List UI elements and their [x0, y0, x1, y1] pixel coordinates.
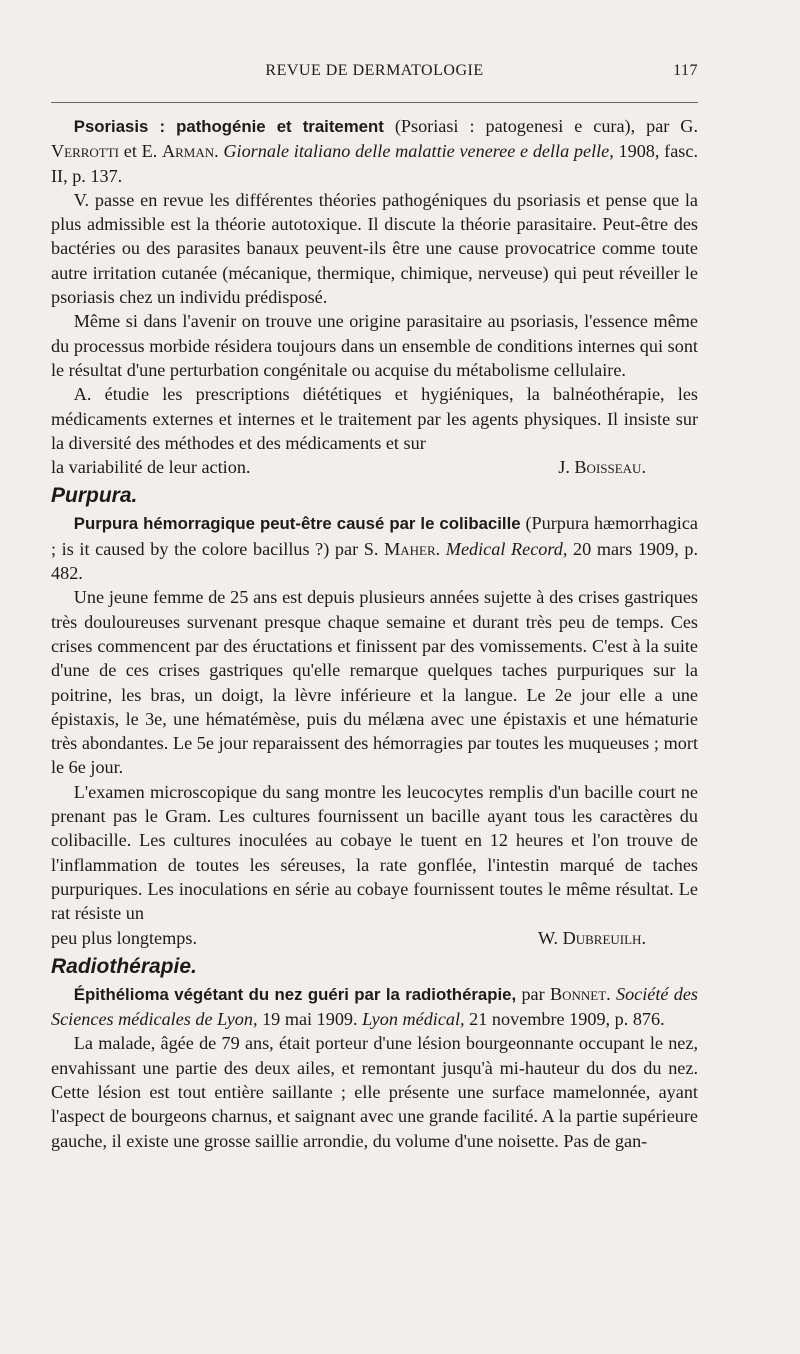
psoriasis-reference	[51, 114, 698, 188]
author-verrotti: Verrotti	[51, 141, 120, 162]
psoriasis-paragraph-3: A. étudie les prescriptions diététiques et hygiéniques, la balnéothérapie, les médicaments externes et internes et le traitement par les agents physiques. Il insiste sur la diversité des méthodes et des médicaments et sur	[51, 384, 698, 453]
purpura-sign-line	[51, 926, 698, 950]
document-page	[51, 58, 698, 1153]
purpura-ref-text: .	[435, 538, 446, 559]
purpura-paragraph-1: Une jeune femme de 25 ans est depuis plusieurs années sujette à des crises gastriques très douloureuses survenant presque chaque semaine et durant très peu de temps. Ces crises commencent par des éructations et finissent par des vomissements. C'est à la suite d'une de ces crises gastriques qu'elle remarque quelques taches purpuriques sur la poitrine, les bras, un doigt, la lèvre inférieure et la langue. Le 2e jour elle a une épistaxis, le 3e, une hématémèse, puis du mélæna avec une épistaxis et une hématurie très abondantes. Le 5e jour reparaissent des hémorragies par toutes les muqueuses ; mort le 6e jour.	[51, 587, 698, 778]
psoriasis-sign-line	[51, 455, 698, 479]
purpura-title: Purpura hémorragique peut-être causé par le colibacille	[73, 514, 521, 534]
page-number: 117	[673, 62, 698, 79]
purpura-reference	[51, 511, 698, 585]
page-content	[51, 92, 698, 1153]
psoriasis-ref-text: et E.	[119, 141, 162, 162]
running-head	[51, 58, 698, 92]
psoriasis-paragraph-1: V. passe en revue les différentes théories pathogéniques du psoriasis et pense que la plus admissible est la théorie autotoxique. Il discute la théorie parasitaire. Peut-être des bactéries ou des parasites banaux peuvent-ils être une cause provocatrice comme toute autre irritation cutanée (mécanique, thermique, chimique, nerveuse) qui peut réveiller le psoriasis chez un individu prédisposé.	[51, 189, 698, 308]
psoriasis-journal: Giornale italiano delle malattie veneree e della pelle,	[223, 141, 614, 162]
author-bonnet: Bonnet	[549, 983, 607, 1004]
psoriasis-paragraph-3-end: la variabilité de leur action.	[51, 457, 251, 478]
radiotherapie-ref-text: par	[516, 983, 550, 1004]
radiotherapie-title: Épithélioma végétant du nez guéri par la radiothérapie,	[73, 984, 517, 1004]
psoriasis-ref-text: 1908, fasc. II, p. 137.	[51, 141, 698, 186]
radiotherapie-reference	[51, 982, 698, 1032]
psoriasis-title: Psoriasis : pathogénie et traitement	[73, 117, 384, 136]
signature-dubreuilh: W. Dubreuilh.	[538, 927, 646, 948]
purpura-ref-text: (Purpura hæmorrhagica ; is it caused by the colore bacillus ?) par S.	[51, 513, 698, 559]
purpura-paragraph-2-end: peu plus longtemps.	[51, 927, 197, 948]
purpura-journal: Medical Record,	[445, 538, 568, 559]
header-rule	[51, 102, 698, 103]
purpura-paragraph-2: L'examen microscopique du sang montre les leucocytes remplis d'un bacille court ne prenant pas le Gram. Les cultures fournissent un bacille ayant tous les caractères du colibacille. Les cultures inoculées au cobaye le tuent en 12 heures et l'on trouve de l'inflammation de toutes les séreuses, la rate gonflée, l'intestin marqué de taches purpuriques. Les inoculations en série au cobaye fournissent toutes le même résultat. Le rat résiste un	[51, 781, 698, 924]
radiotherapie-journal-1: Société des Sciences médicales de Lyon,	[51, 983, 698, 1030]
author-arman: Arman	[161, 141, 215, 162]
radiotherapie-paragraph-1: La malade, âgée de 79 ans, était porteur d'une lésion bourgeonnante occupant le nez, envahissant une partie des deux ailes, et remontant jusqu'à mi-hauteur du dos du nez. Cette lésion est tout entière saillante ; elle présente une surface mamelonnée, ayant l'aspect de bourgeons charnus, et saignant avec une grande facilité. A la partie supérieure gauche, il existe une grosse saillie arrondie, du volume d'une noisette. Pas de gan-	[51, 1033, 698, 1151]
section-heading-radiotherapie: Radiothérapie.	[51, 954, 197, 978]
running-title: REVUE DE DERMATOLOGIE	[265, 62, 484, 79]
section-heading-purpura: Purpura.	[51, 484, 138, 508]
purpura-ref-text: 20 mars 1909, p. 482.	[51, 538, 698, 584]
psoriasis-ref-text: .	[214, 141, 224, 162]
psoriasis-paragraph-2: Même si dans l'avenir on trouve une origine parasitaire au psoriasis, l'essence même du processus morbide résidera toujours dans un ensemble de conditions internes qui sont le résultat d'une perturbation congénitale ou acquise du métabolisme cellulaire.	[51, 311, 698, 380]
radiotherapie-journal-2: Lyon médical,	[362, 1009, 465, 1030]
radiotherapie-ref-text: 21 novembre 1909, p. 876.	[464, 1009, 665, 1030]
psoriasis-ref-text: (Psoriasi : patogenesi e cura), par G.	[383, 116, 698, 136]
signature-boisseau: J. Boisseau.	[558, 457, 646, 478]
radiotherapie-ref-text: .	[606, 983, 616, 1004]
radiotherapie-ref-text: 19 mai 1909.	[257, 1009, 363, 1030]
author-maher: Maher	[384, 538, 436, 559]
